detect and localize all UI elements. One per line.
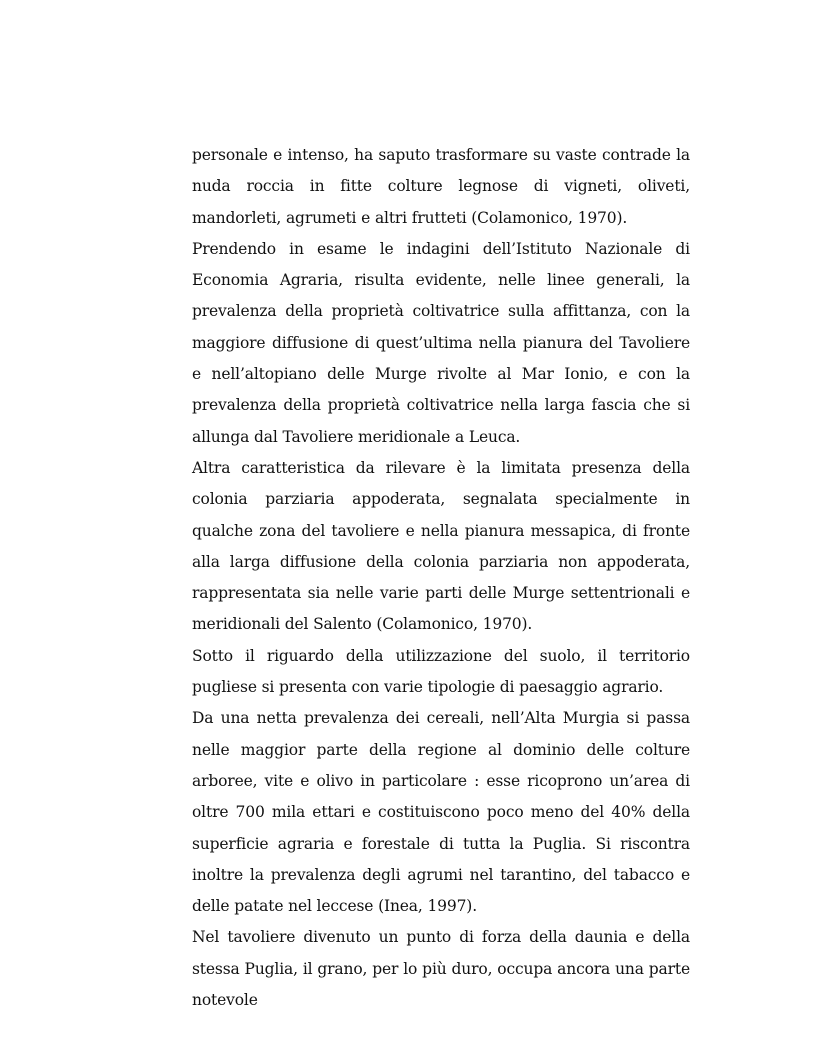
body-text — [192, 140, 690, 1016]
paragraph-5: Da una netta prevalenza dei cereali, nell’Alta Murgia si passa nelle maggior parte della regione al dominio delle colture arboree, vite e olivo in particolare : esse ricoprono un’area di oltre 700 mila ettari e costituiscono poco meno del 40% della superficie agraria e forestale di tutta la Puglia. Si riscontra inoltre la prevalenza degli agrumi nel tarantino, del tabacco e delle patate nel leccese (Inea, 1997). — [192, 709, 690, 916]
paragraph-4: Sotto il riguardo della utilizzazione del suolo, il territorio pugliese si presenta con varie tipologie di paesaggio agrario. — [192, 646, 690, 697]
paragraph-2: Prendendo in esame le indagini dell’Istituto Nazionale di Economia Agraria, risulta evidente, nelle linee generali, la prevalenza della proprietà coltivatrice sulla affittanza, con la maggiore diffusione di quest’ultima nella pianura del Tavoliere e nell’altopiano delle Murge rivolte al Mar Ionio, e con la prevalenza della proprietà coltivatrice nella larga fascia che si allunga dal Tavoliere meridionale a Leuca. — [192, 239, 690, 446]
paragraph-3: Altra caratteristica da rilevare è la limitata presenza della colonia parziaria appoderata, segnalata specialmente in qualche zona del tavoliere e nella pianura messapica, di fronte alla larga diffusione della colonia parziaria non appoderata, rappresentata sia nelle varie parti delle Murge settentrionali e meridionali del Salento (Colamonico, 1970). — [192, 458, 690, 634]
paragraph-1: personale e intenso, ha saputo trasformare su vaste contrade la nuda roccia in fitte colture legnose di vigneti, oliveti, mandorleti, agrumeti e altri frutteti (Colamonico, 1970). — [192, 146, 690, 227]
paragraph-6: Nel tavoliere divenuto un punto di forza della daunia e della stessa Puglia, il grano, per lo più duro, occupa ancora una parte notevole — [192, 928, 690, 1010]
